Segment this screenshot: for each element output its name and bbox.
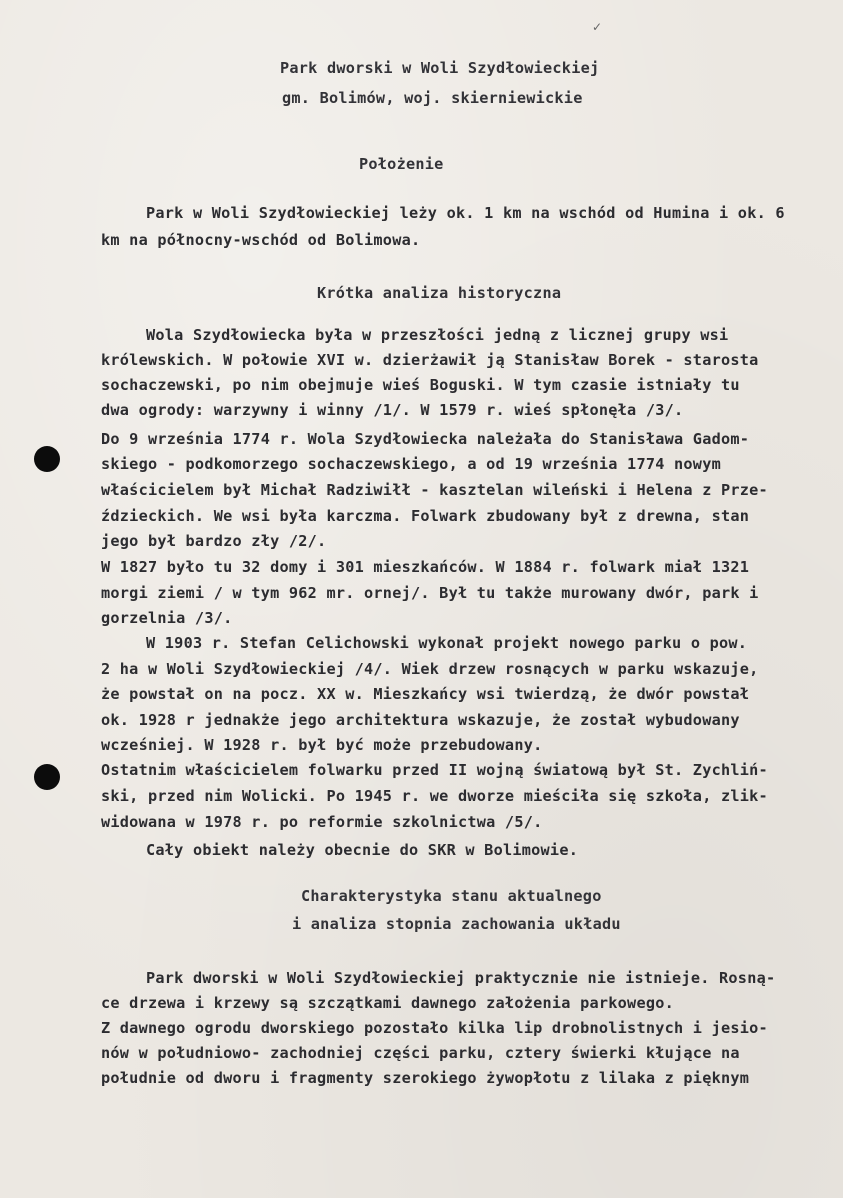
text-line: dwa ogrody: warzywny i winny /1/. W 1579 r. wieś spłonęła /3/.: [101, 401, 684, 419]
punch-hole: [34, 446, 60, 472]
corner-check-mark: ✓: [592, 20, 603, 34]
punch-hole: [34, 764, 60, 790]
text-line: Park w Woli Szydłowieckiej leży ok. 1 km na wschód od Humina i ok. 6: [146, 204, 785, 222]
text-line: wcześniej. W 1928 r. był być może przebudowany.: [101, 736, 543, 754]
section-heading-historia: Krótka analiza historyczna: [317, 284, 562, 302]
text-line: królewskich. W połowie XVI w. dzierżawił ją Stanisław Borek - starosta: [101, 351, 759, 369]
text-line: Do 9 września 1774 r. Wola Szydłowiecka należała do Stanisława Gadom-: [101, 430, 750, 448]
text-line: skiego - podkomorzego sochaczewskiego, a od 19 września 1774 nowym: [101, 455, 721, 473]
text-line: nów w południowo- zachodniej części parku, cztery świerki kłujące na: [101, 1044, 740, 1062]
text-line: ce drzewa i krzewy są szczątkami dawnego założenia parkowego.: [101, 994, 675, 1012]
text-line: morgi ziemi / w tym 962 mr. ornej/. Był tu także murowany dwór, park i: [101, 584, 759, 602]
text-line: ok. 1928 r jednakże jego architektura wskazuje, że został wybudowany: [101, 711, 740, 729]
document-subtitle: gm. Bolimów, woj. skierniewickie: [282, 89, 583, 107]
text-line: że powstał on na pocz. XX w. Mieszkańcy wsi twierdzą, że dwór powstał: [101, 685, 750, 703]
section-heading-stan-line-2: i analiza stopnia zachowania układu: [292, 915, 621, 933]
text-line: W 1827 było tu 32 domy i 301 mieszkańców. W 1884 r. folwark miał 1321: [101, 558, 750, 576]
text-line: W 1903 r. Stefan Celichowski wykonał projekt nowego parku o pow.: [146, 634, 748, 652]
text-line: Z dawnego ogrodu dworskiego pozostało kilka lip drobnolistnych i jesio-: [101, 1019, 768, 1037]
text-line: widowana w 1978 r. po reformie szkolnictwa /5/.: [101, 813, 543, 831]
text-line: km na północny-wschód od Bolimowa.: [101, 231, 421, 249]
text-line: południe od dworu i fragmenty szerokiego żywopłotu z lilaka z pięknym: [101, 1069, 750, 1087]
text-line: gorzelnia /3/.: [101, 609, 233, 627]
text-line: Park dworski w Woli Szydłowieckiej praktycznie nie istnieje. Rosną-: [146, 969, 776, 987]
text-line: jego był bardzo zły /2/.: [101, 532, 327, 550]
section-heading-polozenie: Położenie: [359, 155, 444, 173]
text-line: ździeckich. We wsi była karczma. Folwark zbudowany był z drewna, stan: [101, 507, 750, 525]
text-line: Cały obiekt należy obecnie do SKR w Bolimowie.: [146, 841, 579, 859]
text-line: 2 ha w Woli Szydłowieckiej /4/. Wiek drzew rosnących w parku wskazuje,: [101, 660, 759, 678]
text-line: Ostatnim właścicielem folwarku przed II wojną światową był St. Zychliń-: [101, 761, 768, 779]
text-line: ski, przed nim Wolicki. Po 1945 r. we dworze mieściła się szkoła, zlik-: [101, 787, 768, 805]
section-heading-stan: Charakterystyka stanu aktualnego: [301, 887, 602, 905]
text-line: właścicielem był Michał Radziwiłł - kasztelan wileński i Helena z Prze-: [101, 481, 768, 499]
document-title: Park dworski w Woli Szydłowieckiej: [280, 59, 600, 77]
text-line: sochaczewski, po nim obejmuje wieś Boguski. W tym czasie istniały tu: [101, 376, 740, 394]
text-line: Wola Szydłowiecka była w przeszłości jedną z licznej grupy wsi: [146, 326, 729, 344]
